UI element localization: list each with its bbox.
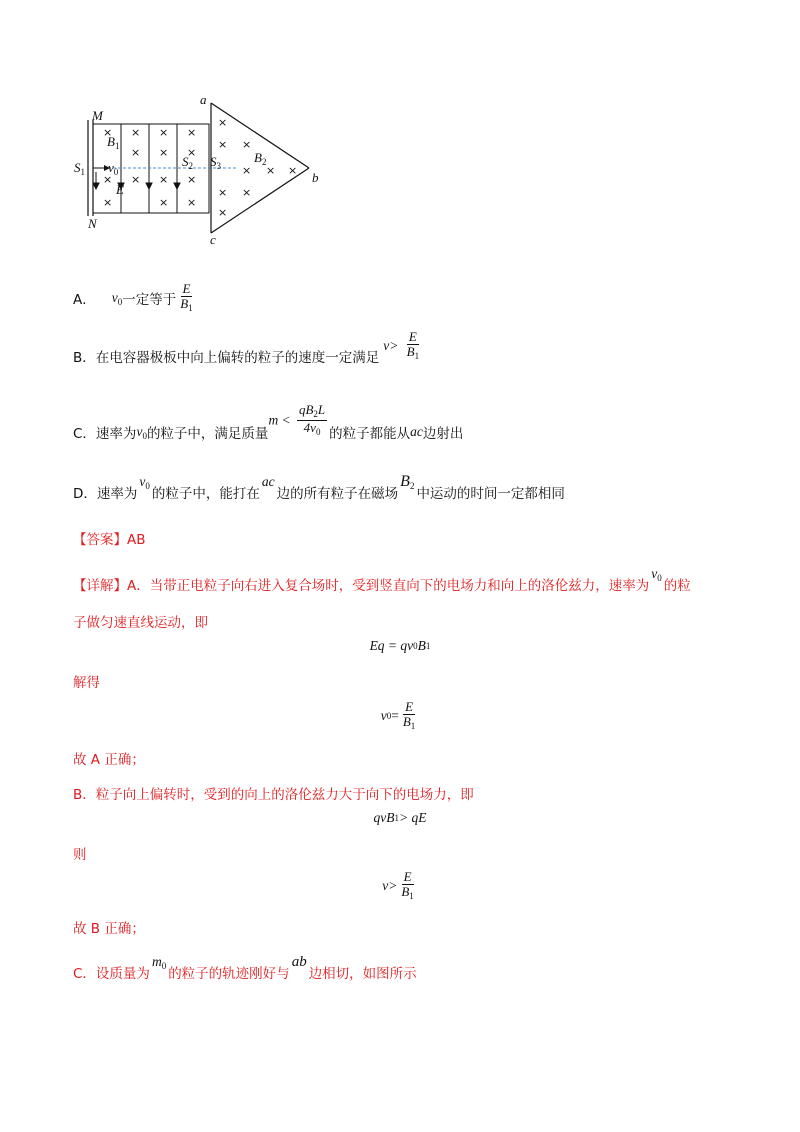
ze-text: 则: [73, 847, 87, 863]
svg-text:×: ×: [187, 146, 197, 159]
svg-text:×: ×: [218, 116, 228, 129]
svg-text:×: ×: [103, 196, 113, 209]
conclusion-b: 故 B 正确；: [73, 921, 145, 937]
svg-text:×: ×: [131, 173, 141, 186]
answer: 【答案】AB: [73, 532, 146, 548]
svg-text:×: ×: [266, 164, 276, 177]
svg-text:×: ×: [103, 126, 113, 139]
svg-text:×: ×: [218, 186, 228, 199]
fraction-e-b1: $\frac{E}{B_1}$: [406, 329, 420, 362]
option-a: A． $v_0$ 一定等于 $\frac{E}{B_1}$: [73, 281, 193, 314]
svg-text:b: b: [312, 170, 319, 185]
jiede-text: 解得: [73, 675, 100, 691]
svg-text:B2: $B_2$: [254, 150, 267, 167]
equation-2: v 0 = $\frac{E}{B_1}$: [380, 699, 416, 732]
svg-text:v0: $v_0$: [108, 160, 119, 177]
svg-text:×: ×: [242, 186, 252, 199]
fraction-e-b1: $\frac{E}{B_1}$: [180, 281, 193, 314]
svg-text:×: ×: [159, 173, 169, 186]
svg-text:×: ×: [218, 206, 228, 219]
svg-text:N: N: [88, 216, 97, 231]
equation-3: qvB 1 > qE: [373, 810, 427, 825]
detail-paragraph-1: 【详解】A．当带正电粒子向右进入复合场时，受到竖直向下的电场力和向上的洛伦兹力，速率为 $v_0$ 的粒: [73, 565, 691, 594]
detail-paragraph-c: C．设质量为 $m_0$ 的粒子的轨迹刚好与 ab 边相切，如图所示: [73, 953, 417, 982]
svg-text:×: ×: [187, 126, 197, 139]
option-b: B．在电容器极板中向上偏转的粒子的速度一定满足 v> $\frac{E}{B_1}$: [73, 329, 420, 367]
fraction-qb2l-4v0: $\frac{qB_2L}{4v_0}$: [298, 402, 326, 437]
edge-bc: [211, 168, 309, 233]
option-d: D．速率为 $v_0$ 的粒子中，能打在 ac 边的所有粒子在磁场 $B_2$ 中运动的时间一定都相同: [73, 473, 565, 502]
svg-text:S3: $S_3$: [210, 154, 221, 171]
svg-text:×: ×: [242, 138, 252, 151]
svg-text:a: a: [200, 92, 207, 107]
svg-text:×: ×: [159, 126, 169, 139]
svg-text:c: c: [210, 232, 216, 247]
svg-text:×: ×: [159, 146, 169, 159]
svg-text:S1: $S_1$: [74, 160, 85, 177]
equation-1: Eq = qv 0 B 1: [369, 638, 431, 653]
svg-text:×: ×: [103, 173, 113, 186]
svg-text:×: ×: [218, 138, 228, 151]
equation-4: v> $\frac{E}{B_1}$: [382, 869, 414, 902]
svg-text:×: ×: [288, 164, 298, 177]
svg-text:×: ×: [187, 173, 197, 186]
detail-paragraph-2: 子做匀速直线运动，即: [73, 615, 208, 631]
svg-text:×: ×: [187, 196, 197, 209]
svg-text:B1: $B_1$: [107, 134, 120, 151]
diagram-labels: [74, 92, 319, 247]
conclusion-a: 故 A 正确；: [73, 752, 145, 768]
svg-text:×: ×: [131, 126, 141, 139]
svg-text:×: ×: [242, 164, 252, 177]
svg-text:×: ×: [159, 196, 169, 209]
svg-text:E: E: [116, 182, 124, 197]
svg-text:M: M: [92, 108, 103, 123]
svg-text:×: ×: [131, 146, 141, 159]
detail-paragraph-b: B．粒子向上偏转时，受到的向上的洛伦兹力大于向下的电场力，即: [73, 787, 474, 803]
option-c: C．速率为 $v_0$ 的粒子中，满足质量 m < $\frac{qB_2L}{4v_0}$ 的粒子都能从 ac 边射出: [73, 402, 464, 443]
svg-text:S2: $S_2$: [182, 154, 193, 171]
physics-diagram: [60, 90, 330, 250]
